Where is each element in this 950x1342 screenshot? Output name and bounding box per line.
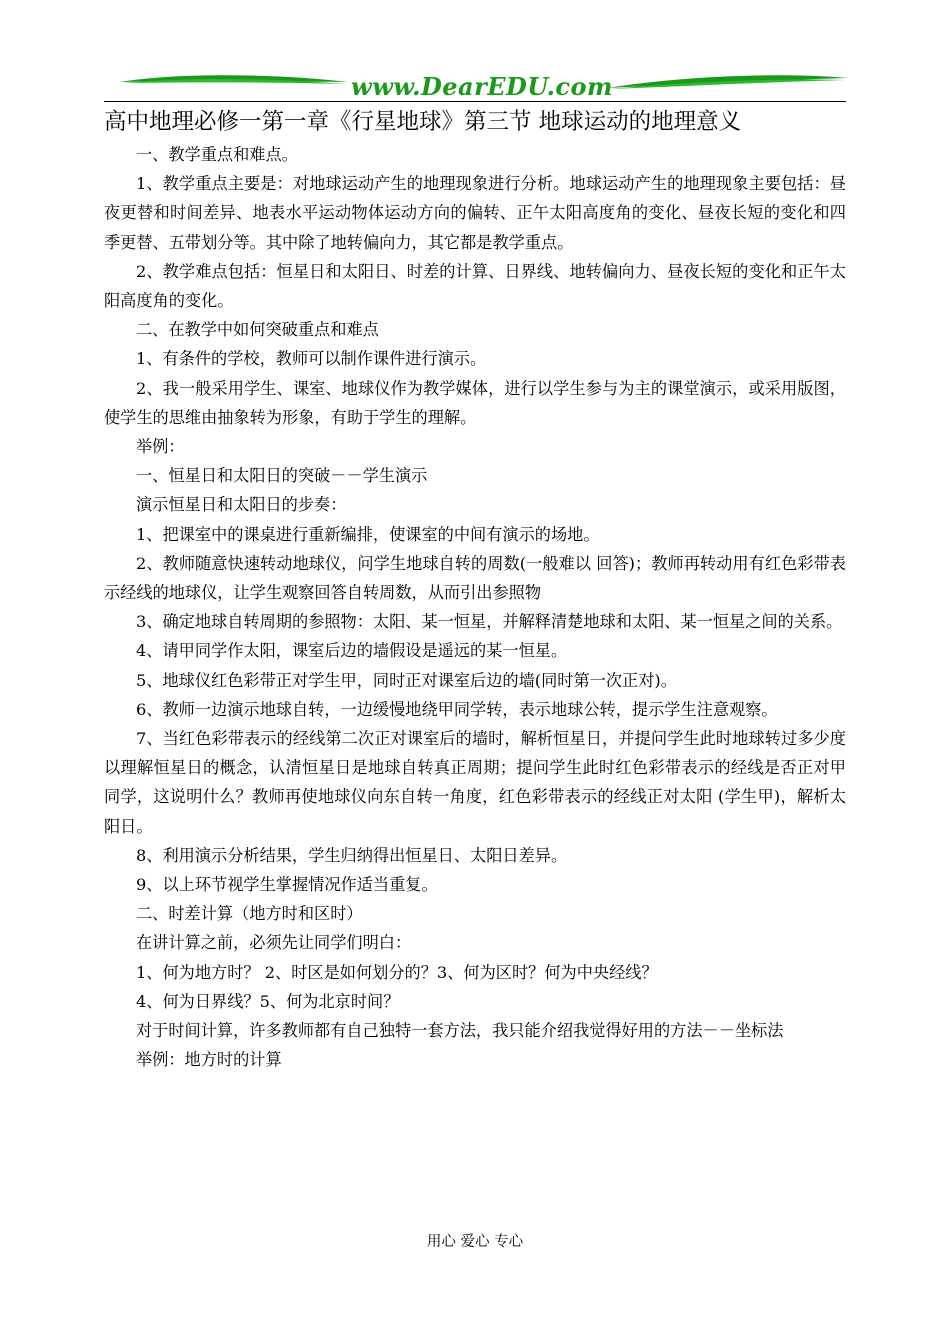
- paragraph: 4、何为日界线？5、何为北京时间？: [136, 991, 400, 1011]
- paragraph: 1、教学重点主要是：对地球运动产生的地理现象进行分析。地球运动产生的地理现象主要包括：昼夜更替和时间差异、地表水平运动物体运动方向的偏转、正午太阳高度角的变化、昼夜长短的变化和四季更替、五带划分等。其中除了地转偏向力，其它都是教学重点。: [104, 174, 846, 252]
- page-footer: 用心 爱心 专心: [426, 1234, 524, 1250]
- paragraph: 1、有条件的学校，教师可以制作课件进行演示。: [136, 349, 487, 369]
- paragraph: 7、当红色彩带表示的经线第二次正对课室后的墙时，解析恒星日，并提问学生此时地球转过多少度以理解恒星日的概念，认清恒星日是地球自转真正周期；提问学生此时红色彩带表示的经线是否正对甲同学，这说明什么？教师再使地球仪向东自转一角度，红色彩带表示的经线正对太阳 (学生甲)，解析太阳日。: [104, 729, 846, 836]
- document-body: [104, 140, 846, 1075]
- paragraph: 一、教学重点和难点。: [136, 145, 298, 164]
- paragraph: 举例：: [136, 437, 185, 457]
- paragraph: 演示恒星日和太阳日的步奏：: [136, 495, 347, 515]
- paragraph: 1、何为地方时？ 2、时区是如何划分的？3、何为区时？何为中央经线？: [136, 962, 658, 982]
- paragraph: 在讲计算之前，必须先让同学们明白：: [136, 933, 412, 953]
- paragraph: 4、请甲同学作太阳，课室后边的墙假设是遥远的某一恒星。: [136, 641, 568, 661]
- paragraph: 2、我一般采用学生、课室、地球仪作为教学媒体，进行以学生参与为主的课堂演示，或采用版图，使学生的思维由抽象转为形象，有助于学生的理解。: [104, 378, 846, 427]
- paragraph: 一、恒星日和太阳日的突破－－学生演示: [136, 466, 428, 486]
- header-divider: [104, 101, 846, 102]
- paragraph: 8、利用演示分析结果，学生归纳得出恒星日、太阳日差异。: [136, 845, 568, 865]
- paragraph: 举例：地方时的计算: [136, 1050, 282, 1070]
- paragraph: 6、教师一边演示地球自转，一边缓慢地绕甲同学转，表示地球公转，提示学生注意观察。: [136, 699, 778, 719]
- paragraph: 3、确定地球自转周期的参照物：太阳、某一恒星，并解释清楚地球和太阳、某一恒星之间的关系。: [136, 612, 843, 632]
- paragraph: 二、在教学中如何突破重点和难点: [136, 320, 379, 340]
- paragraph: 1、把课室中的课桌进行重新编排，使课室的中间有演示的场地。: [136, 524, 600, 544]
- paragraph: 二、时差计算（地方时和区时）: [136, 904, 363, 924]
- site-logo-banner: [120, 70, 848, 104]
- paragraph: 2、教学难点包括：恒星日和太阳日、时差的计算、日界线、地转偏向力、昼夜长短的变化和正午太阳高度角的变化。: [104, 261, 846, 311]
- paragraph: 5、地球仪红色彩带正对学生甲，同时正对课室后边的墙(同时第一次正对)。: [136, 670, 677, 690]
- paragraph: 2、教师随意快速转动地球仪，问学生地球自转的周数(一般难以 回答)；教师再转动用有红色彩带表示经线的地球仪，让学生观察回答自转周数，从而引出参照物: [104, 553, 846, 603]
- paragraph: 9、以上环节视学生掌握情况作适当重复。: [136, 875, 438, 895]
- site-logo-text: www.DearEDU.com: [351, 72, 613, 101]
- page-title: 高中地理必修一第一章《行星地球》第三节 地球运动的地理意义: [104, 109, 742, 135]
- paragraph: 对于时间计算，许多教师都有自己独特一套方法，我只能介绍我觉得好用的方法－－坐标法: [136, 1021, 784, 1041]
